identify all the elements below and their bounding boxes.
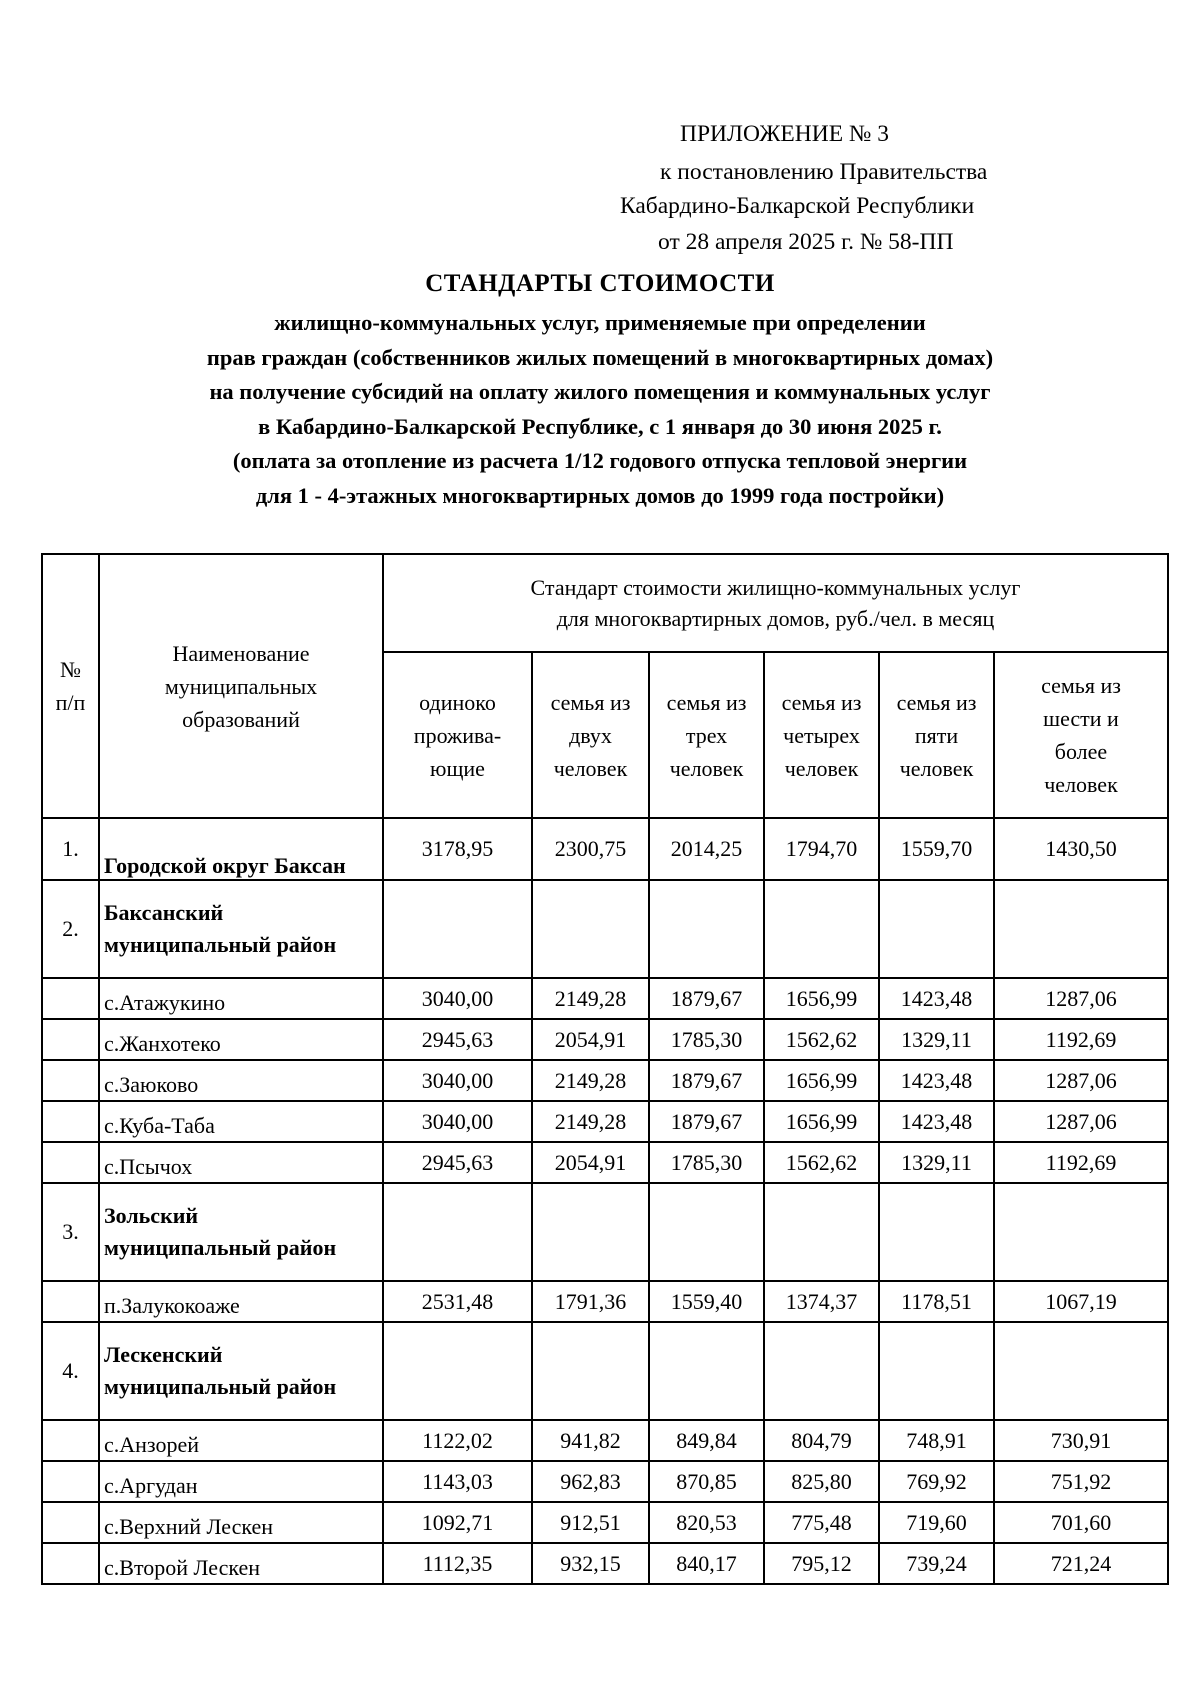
value-cell: 941,82: [532, 1420, 649, 1461]
appendix-line-3: от 28 апреля 2025 г. № 58-ПП: [658, 229, 954, 255]
value-cell: 840,17: [649, 1543, 764, 1584]
value-cell: 1192,69: [994, 1142, 1168, 1183]
value-cell: 804,79: [764, 1420, 879, 1461]
value-cell: 2945,63: [383, 1142, 532, 1183]
value-cell: 1423,48: [879, 1060, 994, 1101]
value-cell: [532, 880, 649, 978]
row-name: Лескенский муниципальный район: [99, 1322, 383, 1420]
header-column: семья из четырех человек: [764, 652, 879, 818]
subtitle-line: в Кабардино-Балкарской Республике, с 1 января до 30 июня 2025 г.: [258, 413, 942, 439]
value-cell: [649, 1322, 764, 1420]
table-row: [42, 1183, 1168, 1281]
value-cell: 2054,91: [532, 1142, 649, 1183]
subtitle-line: (оплата за отопление из расчета 1/12 годового отпуска тепловой энергии: [232, 448, 968, 473]
subtitle-line: прав граждан (собственников жилых помещений в многоквартирных домах): [206, 344, 994, 370]
value-cell: 2054,91: [532, 1019, 649, 1060]
value-cell: 825,80: [764, 1461, 879, 1502]
value-cell: 870,85: [649, 1461, 764, 1502]
header-group: Стандарт стоимости жилищно-коммунальных услуг для многоквартирных домов, руб./чел. в месяц: [383, 554, 1168, 652]
value-cell: 962,83: [532, 1461, 649, 1502]
value-cell: 1423,48: [879, 978, 994, 1019]
table-row: [42, 1322, 1168, 1420]
value-cell: [994, 1322, 1168, 1420]
value-cell: 1092,71: [383, 1502, 532, 1543]
subtitle-line: на получение субсидий на оплату жилого помещения и коммунальных услуг: [209, 379, 991, 404]
subtitle-line: жилищно-коммунальных услуг, применяемые при определении: [274, 310, 926, 335]
value-cell: 1430,50: [994, 818, 1168, 880]
table-header: [42, 554, 1168, 818]
value-cell: 1329,11: [879, 1019, 994, 1060]
header-column: семья из шести и более человек: [994, 652, 1168, 818]
table-row: [42, 1543, 1168, 1584]
value-cell: [383, 1322, 532, 1420]
value-cell: 1562,62: [764, 1142, 879, 1183]
value-cell: 1122,02: [383, 1420, 532, 1461]
value-cell: [879, 880, 994, 978]
value-cell: 3040,00: [383, 1101, 532, 1142]
value-cell: 2014,25: [649, 818, 764, 880]
value-cell: 1423,48: [879, 1101, 994, 1142]
row-number: [42, 1142, 99, 1183]
subtitle-line: для 1 - 4-этажных многоквартирных домов до 1999 года постройки): [255, 482, 945, 508]
value-cell: 1879,67: [649, 978, 764, 1019]
row-name: с.Жанхотеко: [99, 1019, 383, 1060]
value-cell: 2300,75: [532, 818, 649, 880]
document-title: СТАНДАРТЫ СТОИМОСТИ: [425, 270, 775, 297]
value-cell: [994, 880, 1168, 978]
row-name: с.Псычох: [99, 1142, 383, 1183]
value-cell: 1143,03: [383, 1461, 532, 1502]
appendix-title: ПРИЛОЖЕНИЕ № 3: [680, 121, 889, 147]
header-column: семья из пяти человек: [879, 652, 994, 818]
table-row: [42, 1101, 1168, 1142]
row-name: с.Анзорей: [99, 1420, 383, 1461]
value-cell: 2149,28: [532, 978, 649, 1019]
table-row: [42, 1019, 1168, 1060]
value-cell: 820,53: [649, 1502, 764, 1543]
value-cell: 912,51: [532, 1502, 649, 1543]
value-cell: 1879,67: [649, 1101, 764, 1142]
value-cell: 1287,06: [994, 1060, 1168, 1101]
row-number: [42, 1420, 99, 1461]
table-row: [42, 1461, 1168, 1502]
value-cell: 701,60: [994, 1502, 1168, 1543]
value-cell: 3178,95: [383, 818, 532, 880]
appendix-line-2: Кабардино-Балкарской Республики: [620, 193, 975, 219]
row-name: с.Куба-Таба: [99, 1101, 383, 1142]
value-cell: 1067,19: [994, 1281, 1168, 1322]
standards-table: [41, 553, 1169, 1585]
row-number: [42, 978, 99, 1019]
value-cell: [879, 1183, 994, 1281]
value-cell: 795,12: [764, 1543, 879, 1584]
row-number: [42, 1281, 99, 1322]
row-name: с.Атажукино: [99, 978, 383, 1019]
value-cell: [649, 1183, 764, 1281]
row-number: 3.: [42, 1183, 99, 1281]
value-cell: 2149,28: [532, 1060, 649, 1101]
header-column: одиноко прожива- ющие: [383, 652, 532, 818]
row-number: 4.: [42, 1322, 99, 1420]
table-row: [42, 1142, 1168, 1183]
appendix-line-1: к постановлению Правительства: [660, 159, 988, 185]
row-name: Городской округ Баксан: [99, 818, 383, 880]
value-cell: 1374,37: [764, 1281, 879, 1322]
value-cell: 1112,35: [383, 1543, 532, 1584]
value-cell: 2149,28: [532, 1101, 649, 1142]
value-cell: 1287,06: [994, 1101, 1168, 1142]
value-cell: 1785,30: [649, 1142, 764, 1183]
header-column: семья из трех человек: [649, 652, 764, 818]
row-number: 2.: [42, 880, 99, 978]
value-cell: [383, 1183, 532, 1281]
value-cell: 721,24: [994, 1543, 1168, 1584]
header-column: семья из двух человек: [532, 652, 649, 818]
row-number: [42, 1461, 99, 1502]
value-cell: [764, 1183, 879, 1281]
row-name: Баксанский муниципальный район: [99, 880, 383, 978]
header-name: Наименование муниципальных образований: [99, 554, 383, 818]
value-cell: 719,60: [879, 1502, 994, 1543]
value-cell: 849,84: [649, 1420, 764, 1461]
value-cell: 1785,30: [649, 1019, 764, 1060]
value-cell: 1559,40: [649, 1281, 764, 1322]
table-row: [42, 1281, 1168, 1322]
value-cell: 1656,99: [764, 978, 879, 1019]
table-body: [42, 818, 1168, 1584]
header-number: № п/п: [42, 554, 99, 818]
value-cell: 1794,70: [764, 818, 879, 880]
value-cell: 1178,51: [879, 1281, 994, 1322]
value-cell: [383, 880, 532, 978]
value-cell: [649, 880, 764, 978]
value-cell: 751,92: [994, 1461, 1168, 1502]
value-cell: 730,91: [994, 1420, 1168, 1461]
value-cell: 2531,48: [383, 1281, 532, 1322]
row-number: [42, 1502, 99, 1543]
row-name: с.Второй Лескен: [99, 1543, 383, 1584]
value-cell: 775,48: [764, 1502, 879, 1543]
row-name: с.Аргудан: [99, 1461, 383, 1502]
value-cell: 1559,70: [879, 818, 994, 880]
value-cell: 1329,11: [879, 1142, 994, 1183]
value-cell: [764, 880, 879, 978]
row-name: п.Залукокоаже: [99, 1281, 383, 1322]
row-name: Зольский муниципальный район: [99, 1183, 383, 1281]
value-cell: 3040,00: [383, 1060, 532, 1101]
value-cell: [879, 1322, 994, 1420]
value-cell: [532, 1183, 649, 1281]
row-number: [42, 1019, 99, 1060]
table-row: [42, 1420, 1168, 1461]
document-subtitle: [60, 306, 1140, 513]
row-name: с.Заюково: [99, 1060, 383, 1101]
row-number: [42, 1060, 99, 1101]
table-row: [42, 880, 1168, 978]
value-cell: 1791,36: [532, 1281, 649, 1322]
value-cell: [994, 1183, 1168, 1281]
value-cell: 1879,67: [649, 1060, 764, 1101]
row-number: [42, 1101, 99, 1142]
table-row: [42, 1502, 1168, 1543]
table-row: [42, 1060, 1168, 1101]
value-cell: [532, 1322, 649, 1420]
value-cell: [764, 1322, 879, 1420]
value-cell: 739,24: [879, 1543, 994, 1584]
row-name: с.Верхний Лескен: [99, 1502, 383, 1543]
value-cell: 1192,69: [994, 1019, 1168, 1060]
value-cell: 748,91: [879, 1420, 994, 1461]
value-cell: 1656,99: [764, 1101, 879, 1142]
value-cell: 1656,99: [764, 1060, 879, 1101]
value-cell: 2945,63: [383, 1019, 532, 1060]
value-cell: 1287,06: [994, 978, 1168, 1019]
value-cell: 932,15: [532, 1543, 649, 1584]
row-number: [42, 1543, 99, 1584]
row-number: 1.: [42, 818, 99, 880]
value-cell: 1562,62: [764, 1019, 879, 1060]
value-cell: 3040,00: [383, 978, 532, 1019]
table-row: [42, 818, 1168, 880]
table-row: [42, 978, 1168, 1019]
value-cell: 769,92: [879, 1461, 994, 1502]
